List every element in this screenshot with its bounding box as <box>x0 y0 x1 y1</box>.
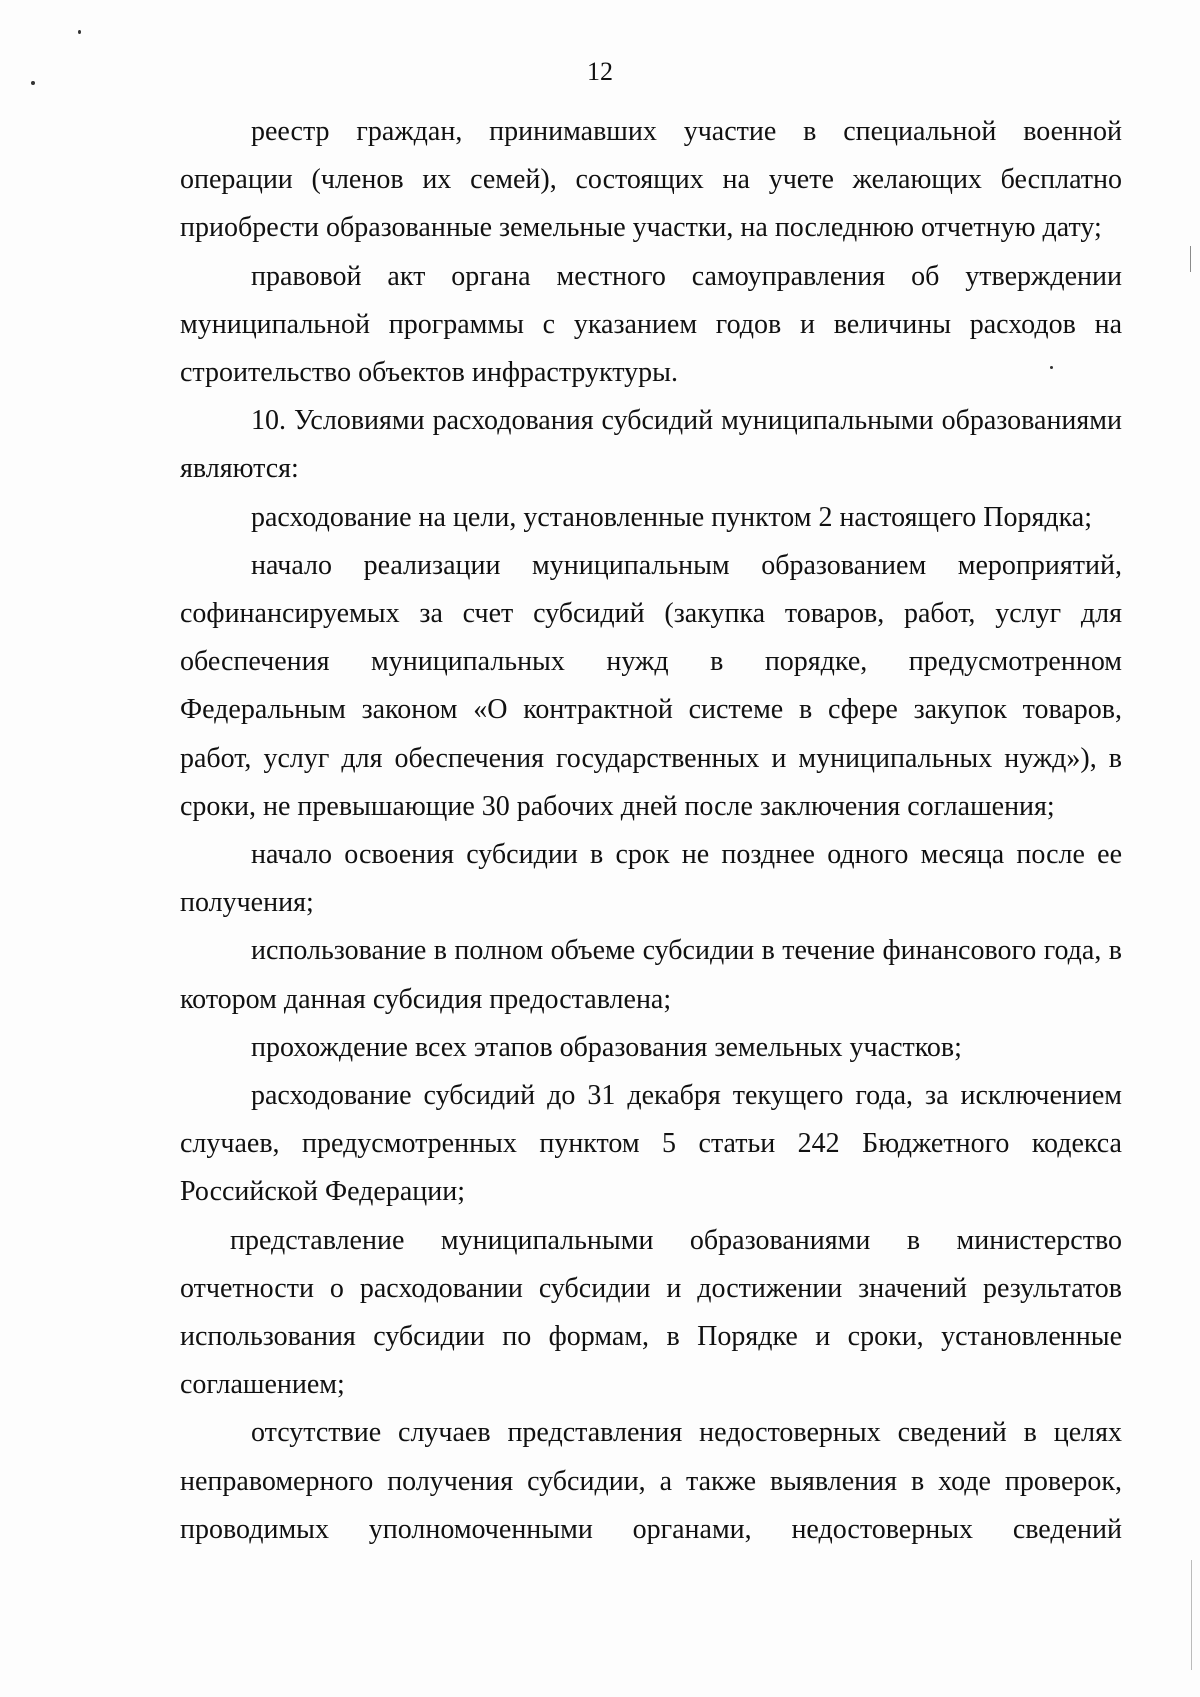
paragraph-development-start: начало освоения субсидии в срок не позднее одного месяца после ее получения; <box>180 839 1122 919</box>
paragraph-deadline: расходование субсидий до 31 декабря текущего года, за исключением случаев, предусмотренных пунктом 5 статьи 242 Бюджетного кодекса Российской Федерации; <box>180 1080 1122 1208</box>
scan-edge-mark <box>1191 1560 1192 1670</box>
paragraph-spending-purpose: расходование на цели, установленные пунктом 2 настоящего Порядка; <box>251 501 1093 533</box>
paragraph-implementation-start: начало реализации муниципальным образованием мероприятий, софинансируемых за счет субсидий (закупка товаров, работ, услуг для обеспечения муниципальных нужд в порядке, предусмотренном Федеральным законом «О контрактной системе в сфере закупок товаров, работ, услуг для обеспечения государственных и муниципальных нужд»), в сроки, не превышающие 30 рабочих дней после заключения соглашения; <box>180 549 1122 822</box>
paragraph-registry: реестр граждан, принимавших участие в специальной военной операции (членов их семей), состоящих на учете желающих бесплатно приобрести образованные земельные участки, на последнюю отчетную дату; <box>180 116 1122 244</box>
paragraph-legal-act: правовой акт органа местного самоуправления об утверждении муниципальной программы с указанием годов и величины расходов на строительство объектов инфраструктуры. <box>180 260 1122 389</box>
scan-speck <box>78 30 81 34</box>
paragraph-full-use: использование в полном объеме субсидии в течение финансового года, в котором данная субсидия предоставлена; <box>180 935 1122 1015</box>
paragraph-no-false-info: отсутствие случаев представления недостоверных сведений в целях неправомерного получения субсидии, а также выявления в ходе проверок, проводимых уполномоченными органами, недостоверных сведений <box>180 1417 1122 1545</box>
paragraph-conditions-heading: 10. Условиями расходования субсидий муниципальными образованиями являются: <box>180 405 1122 485</box>
page-number: 12 <box>587 57 613 86</box>
scan-edge-mark <box>1190 246 1191 272</box>
paragraph-reporting: представление муниципальными образованиями в министерство отчетности о расходовании субсидии и достижении значений результатов использования субсидии по формам, в Порядке и сроки, установленные соглашением; <box>180 1224 1122 1401</box>
document-body <box>180 108 1122 1554</box>
paragraph-land-stages: прохождение всех этапов образования земельных участков; <box>251 1031 962 1063</box>
